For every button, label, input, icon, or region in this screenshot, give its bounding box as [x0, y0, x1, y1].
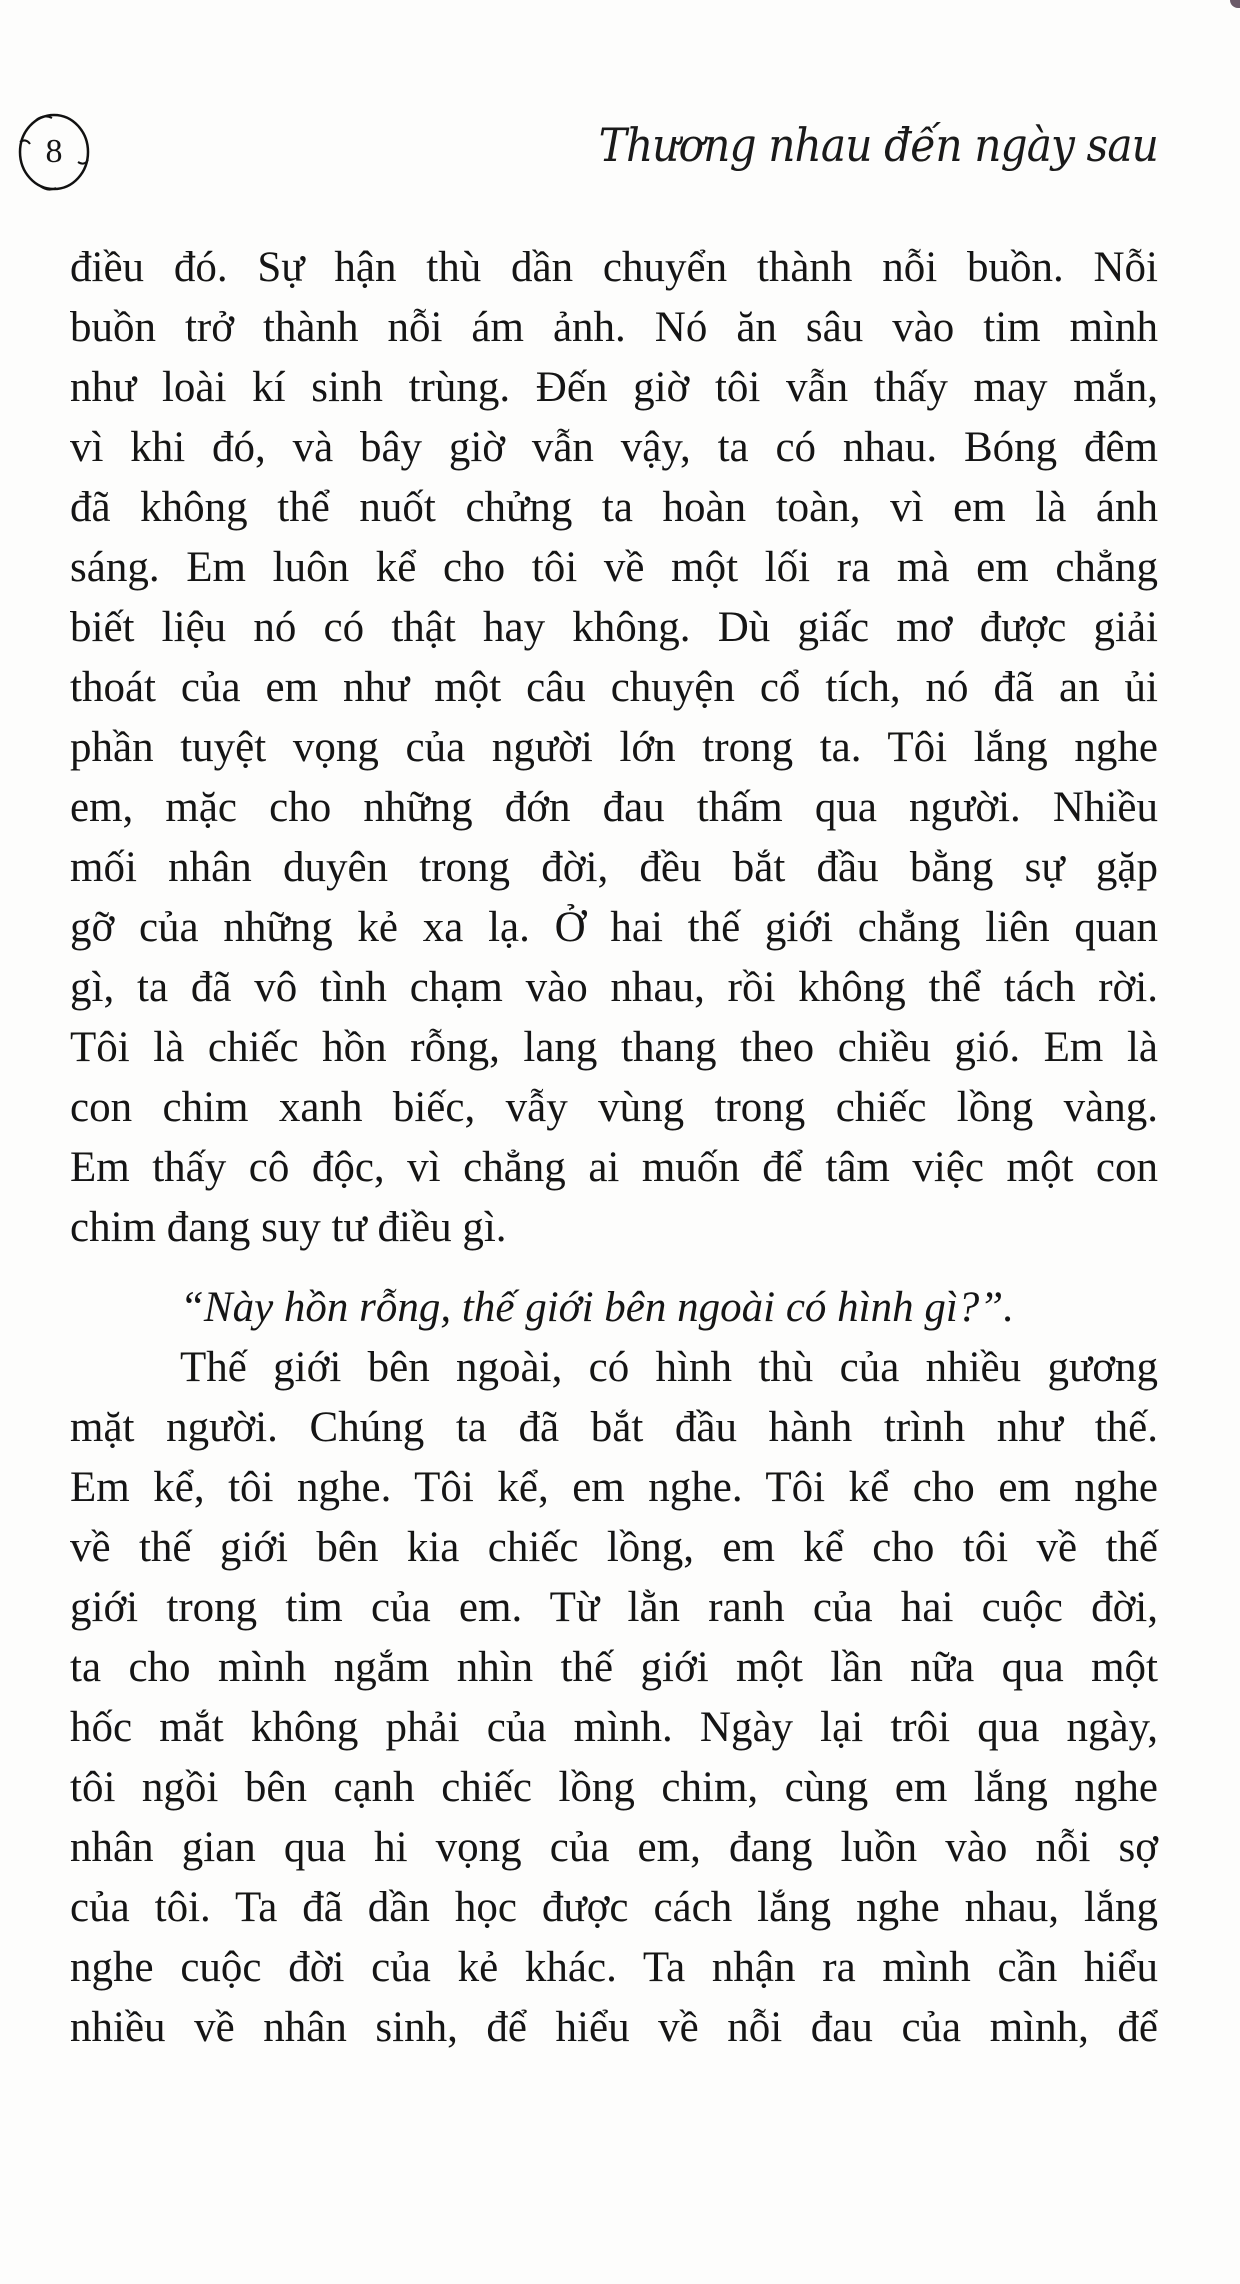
text-line: thoát của em như một câu chuyện cổ tích, nó đã an ủi: [70, 664, 1158, 711]
text-line: về thế giới bên kia chiếc lồng, em kể cho tôi về thế: [70, 1524, 1158, 1571]
text-line: giới trong tim của em. Từ lằn ranh của hai cuộc đời,: [70, 1584, 1158, 1631]
paragraph: [70, 238, 1158, 1258]
text-line: sáng. Em luôn kể cho tôi về một lối ra mà em chẳng: [70, 544, 1158, 591]
text-line: Tôi là chiếc hồn rỗng, lang thang theo chiều gió. Em là: [70, 1024, 1158, 1071]
text-line: phần tuyệt vọng của người lớn trong ta. Tôi lắng nghe: [70, 724, 1158, 771]
text-line: mối nhân duyên trong đời, đều bắt đầu bằng sự gặp: [70, 844, 1158, 891]
page-number: 8: [45, 133, 63, 170]
running-title: Thương nhau đến ngày sau: [598, 118, 1158, 172]
text-line: nhiều về nhân sinh, để hiểu về nỗi đau của mình, để: [70, 2004, 1158, 2051]
text-line: gỡ của những kẻ xa lạ. Ở hai thế giới chẳng liên quan: [70, 904, 1158, 951]
text-line: của tôi. Ta đã dần học được cách lắng nghe nhau, lắng: [70, 1884, 1158, 1931]
text-line: ta cho mình ngắm nhìn thế giới một lần nữa qua một: [70, 1644, 1158, 1691]
text-line: Thế giới bên ngoài, có hình thù của nhiều gương: [180, 1344, 1158, 1391]
text-line: vì khi đó, và bây giờ vẫn vậy, ta có nhau. Bóng đêm: [70, 424, 1158, 471]
text-line: điều đó. Sự hận thù dần chuyển thành nỗi buồn. Nỗi: [70, 244, 1158, 291]
text-line: biết liệu nó có thật hay không. Dù giấc mơ được giải: [70, 604, 1158, 651]
quote-line: “Này hồn rỗng, thế giới bên ngoài có hình gì?”.: [180, 1284, 1014, 1331]
text-line: Em kể, tôi nghe. Tôi kể, em nghe. Tôi kể cho em nghe: [70, 1464, 1158, 1511]
text-line: hốc mắt không phải của mình. Ngày lại trôi qua ngày,: [70, 1704, 1158, 1751]
text-line: gì, ta đã vô tình chạm vào nhau, rồi không thể tách rời.: [70, 964, 1158, 1011]
scan-corner-mark: [1230, 0, 1240, 8]
text-line: mặt người. Chúng ta đã bắt đầu hành trình như thế.: [70, 1404, 1158, 1451]
text-line: Em thấy cô độc, vì chẳng ai muốn để tâm việc một con: [70, 1144, 1158, 1191]
text-line: nghe cuộc đời của kẻ khác. Ta nhận ra mình cần hiểu: [70, 1944, 1158, 1991]
text-line: đã không thể nuốt chửng ta hoàn toàn, vì em là ánh: [70, 484, 1158, 531]
page-number-badge: [14, 112, 94, 192]
body-text: [70, 238, 1158, 2058]
paragraph: [70, 1338, 1158, 2058]
text-line: như loài kí sinh trùng. Đến giờ tôi vẫn thấy may mắn,: [70, 364, 1158, 411]
text-line: chim đang suy tư điều gì.: [70, 1204, 507, 1251]
text-line: em, mặc cho những đớn đau thấm qua người. Nhiều: [70, 784, 1158, 831]
text-line: tôi ngồi bên cạnh chiếc lồng chim, cùng em lắng nghe: [70, 1764, 1158, 1811]
text-line: buồn trở thành nỗi ám ảnh. Nó ăn sâu vào tim mình: [70, 304, 1158, 351]
text-line: nhân gian qua hi vọng của em, đang luồn vào nỗi sợ: [70, 1824, 1158, 1871]
text-line: con chim xanh biếc, vẫy vùng trong chiếc lồng vàng.: [70, 1084, 1158, 1131]
